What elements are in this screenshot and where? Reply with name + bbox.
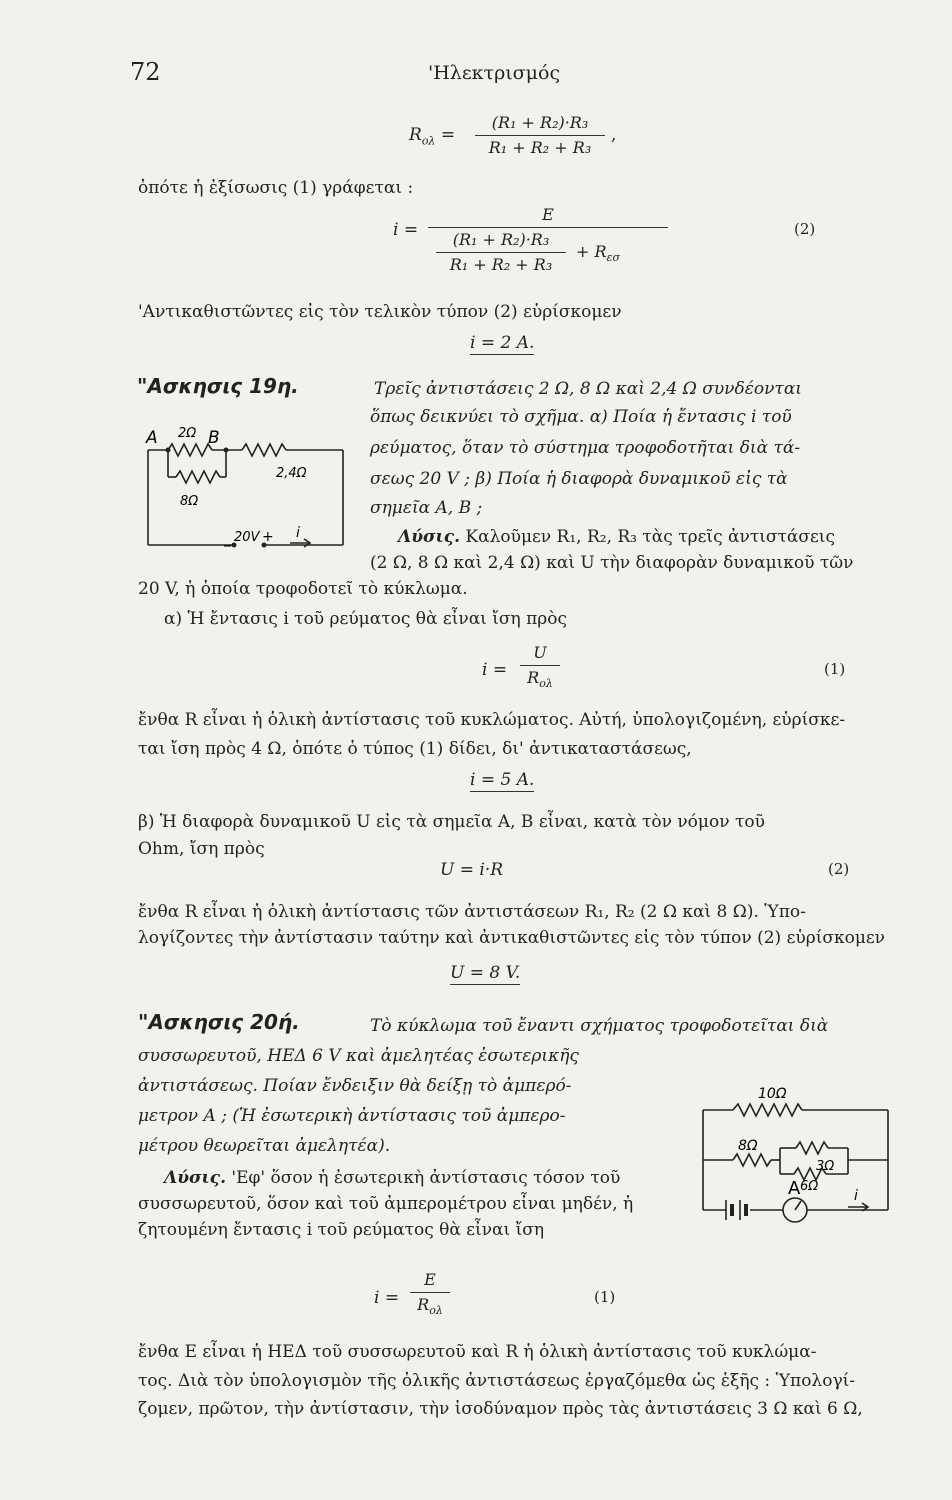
fig20-label-ammeter: A xyxy=(788,1178,801,1199)
fig19-label-a: A xyxy=(146,428,158,448)
formula-i-plus: + $R_{\varepsilon\sigma}$ xyxy=(576,242,620,265)
ex20-line2: συσσωρευτοῦ, ΗΕΔ 6 V καὶ ἀμελητέας ἐσωτερικῆς xyxy=(138,1046,579,1066)
ex20-lysis3: ζητουμένη ἔντασις i τοῦ ρεύματος θὰ εἶναι ἴση xyxy=(138,1220,545,1240)
ex19-title: "Ασκησις 19η. xyxy=(137,374,299,398)
ex19-part-b: β) Ἡ διαφορὰ δυναμικοῦ U εἰς τὰ σημεῖα A, B εἶναι, κατὰ τὸν νόμον τοῦ xyxy=(138,812,765,832)
line-opote: ὁπότε ἡ ἐξίσωσις (1) γράφεται : xyxy=(138,178,414,198)
circuit-figure-19 xyxy=(138,415,353,555)
ex19-line-4: σεως 20 V ; β) Ποία ἡ διαφορὰ δυναμικοῦ εἰς τὰ xyxy=(370,469,788,489)
fig19-label-b: B xyxy=(208,428,220,448)
line-antikath: 'Αντικαθιστῶντες εἰς τὸν τελικὸν τύπον (2) εὑρίσκομεν xyxy=(138,302,622,322)
ex19-line-1: Τρεῖς ἀντιστάσεις 2 Ω, 8 Ω καὶ 2,4 Ω συνδέονται xyxy=(374,379,802,399)
ex20-formula-num: E xyxy=(424,1270,436,1289)
ex19-formula1-lhs: i = xyxy=(482,660,508,680)
formula-roll-den: R₁ + R₂ + R₃ xyxy=(488,138,592,157)
formula-i-label: (2) xyxy=(794,220,816,238)
fig19-label-i: i xyxy=(296,525,300,541)
formula-i-inner xyxy=(436,230,566,275)
ex19-entha3: ἔνθα R εἶναι ἡ ὁλικὴ ἀντίστασις τῶν ἀντιστάσεων R₁, R₂ (2 Ω καὶ 8 Ω). Ὑπο- xyxy=(138,902,806,922)
ex19-entha1: ἔνθα R εἶναι ἡ ὁλικὴ ἀντίστασις τοῦ κυκλώματος. Αὐτή, ὑπολογιζομένη, εὑρίσκε- xyxy=(138,710,846,730)
formula-i-num: E xyxy=(542,205,554,224)
page-number: 72 xyxy=(130,58,161,86)
ex20-title: "Ασκησις 20ή. xyxy=(138,1010,300,1034)
fig19-label-24ohm: 2,4Ω xyxy=(276,466,307,481)
ex19-formula1-num: U xyxy=(533,643,547,662)
fig19-label-8ohm: 8Ω xyxy=(180,494,199,509)
ex20-lysis2: συσσωρευτοῦ, ὅσον καὶ τοῦ ἀμπερομέτρου εἶναι μηδέν, ἡ xyxy=(138,1194,634,1214)
ex20-formula-label: (1) xyxy=(594,1288,616,1306)
ex19-lysis: Λύσις. Καλοῦμεν R₁, R₂, R₃ τὰς τρεῖς ἀντιστάσεις xyxy=(398,527,835,547)
running-title: 'Ηλεκτρισμός xyxy=(428,62,561,84)
ex19-formula1-label: (1) xyxy=(824,660,846,678)
ex19-part-b2: Ohm, ἴση πρὸς xyxy=(138,839,265,859)
ex19-result2: U = 8 V. xyxy=(450,963,521,983)
formula-i-fraction xyxy=(428,205,668,278)
ex19-line-5: σημεῖα A, B ; xyxy=(370,498,483,518)
ex20-final3: ζομεν, πρῶτον, τὴν ἀντίστασιν, τὴν ἰσοδύναμον πρὸς τὰς ἀντιστάσεις 3 Ω καὶ 6 Ω, xyxy=(138,1399,863,1419)
ex20-formula-fraction xyxy=(410,1270,450,1321)
ex20-formula-den: $R_{o\lambda}$ xyxy=(417,1295,443,1318)
fig19-label-20v: 20V xyxy=(234,530,260,545)
ex20-final2: τος. Διὰ τὸν ὑπολογισμὸν τῆς ὁλικῆς ἀντιστάσεως ἐργαζόμεθα ὡς ἑξῆς : Ὑπολογί- xyxy=(138,1371,856,1391)
fig20-label-i: i xyxy=(854,1188,858,1204)
result-i-2a: i = 2 A. xyxy=(470,333,535,353)
formula-roll-lhs: $R_{o\lambda}$ = xyxy=(409,125,456,148)
ex19-formula2-label: (2) xyxy=(828,860,850,878)
ex19-formula2: U = i·R xyxy=(440,860,504,880)
ex19-line-2: ὅπως δεικνύει τὸ σχῆμα. α) Ποία ἡ ἔντασις i τοῦ xyxy=(370,407,792,427)
ex20-lysis1: Λύσις. 'Εφ' ὅσον ἡ ἐσωτερικὴ ἀντίστασις τόσον τοῦ xyxy=(164,1168,621,1188)
fig20-label-6ohm: 6Ω xyxy=(800,1179,819,1194)
ex19-line-3: ρεύματος, ὅταν τὸ σύστημα τροφοδοτῆται διὰ τά- xyxy=(370,438,801,458)
ex19-formula1-fraction xyxy=(520,643,560,694)
formula-roll-num: (R₁ + R₂)·R₃ xyxy=(491,113,589,132)
ex19-formula1-den: $R_{o\lambda}$ xyxy=(527,668,553,691)
formula-i-inner-den: R₁ + R₂ + R₃ xyxy=(449,255,553,274)
ex19-entha4: λογίζοντες τὴν ἀντίστασιν ταύτην καὶ ἀντικαθιστῶντες εἰς τὸν τύπον (2) εὑρίσκομεν xyxy=(138,928,886,948)
formula-i-lhs: i = xyxy=(393,220,419,240)
fig19-label-minus: _ xyxy=(224,531,231,547)
ex19-result1: i = 5 A. xyxy=(470,770,535,790)
fig20-label-8ohm: 8Ω xyxy=(738,1138,758,1154)
fig19-label-plus: + xyxy=(262,529,274,545)
ex20-final1: ἔνθα E εἶναι ἡ ΗΕΔ τοῦ συσσωρευτοῦ καὶ R ἡ ὁλικὴ ἀντίστασις τοῦ κυκλώμα- xyxy=(138,1342,817,1362)
ex19-entha2: ται ἴση πρὸς 4 Ω, ὁπότε ὁ τύπος (1) δίδει, δι' ἀντικαταστάσεως, xyxy=(138,739,692,759)
fig20-label-10ohm: 10Ω xyxy=(758,1086,787,1102)
formula-roll-tail: , xyxy=(611,125,617,145)
ex20-line4: μετρον A ; (Ἡ ἐσωτερικὴ ἀντίστασις τοῦ ἀμπερο- xyxy=(138,1106,566,1126)
circuit-figure-20 xyxy=(688,1080,918,1230)
ex20-line5: μέτρου θεωρεῖται ἀμελητέα). xyxy=(138,1136,391,1156)
fig19-label-2ohm: 2Ω xyxy=(178,426,197,441)
formula-roll-fraction xyxy=(475,113,605,158)
formula-i-inner-num: (R₁ + R₂)·R₃ xyxy=(452,230,550,249)
fig20-label-3ohm: 3Ω xyxy=(816,1159,835,1174)
ex19-part-a: α) Ἡ ἔντασις i τοῦ ρεύματος θὰ εἶναι ἴση πρὸς xyxy=(164,609,568,629)
ex20-line1: Τὸ κύκλωμα τοῦ ἔναντι σχήματος τροφοδοτεῖται διὰ xyxy=(370,1016,829,1036)
ex19-lysis-line3: 20 V, ἡ ὁποία τροφοδοτεῖ τὸ κύκλωμα. xyxy=(138,579,468,599)
ex19-lysis-line2: (2 Ω, 8 Ω καὶ 2,4 Ω) καὶ U τὴν διαφορὰν δυναμικοῦ τῶν xyxy=(370,553,854,573)
ex20-formula-lhs: i = xyxy=(374,1288,400,1308)
ex20-line3: ἀντιστάσεως. Ποίαν ἔνδειξιν θὰ δείξῃ τὸ ἀμπερό- xyxy=(138,1076,572,1096)
